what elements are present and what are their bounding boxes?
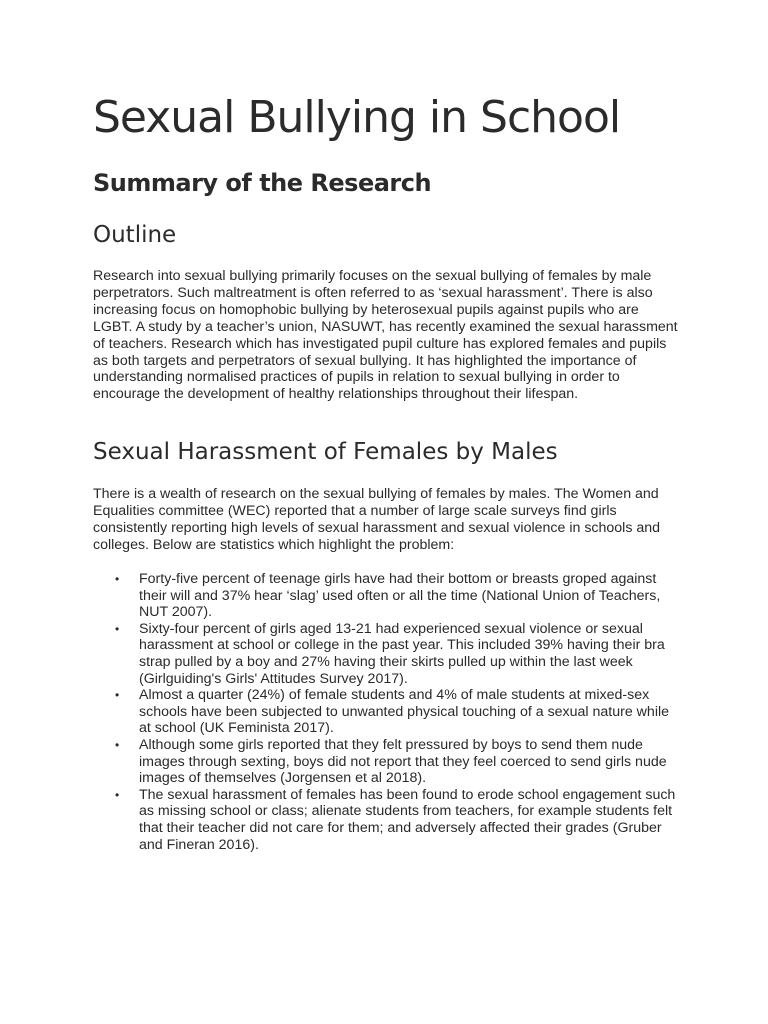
list-item xyxy=(93,687,678,737)
list-item xyxy=(93,737,678,787)
page-subtitle: Summary of the Research xyxy=(93,169,432,197)
list-item xyxy=(93,621,678,687)
bullet-icon: • xyxy=(115,688,120,703)
section-paragraph-outline: Research into sexual bullying primarily focuses on the sexual bullying of females by male perpetrators. Such maltreatment is often referred to as ‘sexual harassment’. There is also increasing focus on homophobic bullying by heterosexual pupils against pupils who are LGBT. A study by a teacher’s union, NASUWT, has recently examined the sexual harassment of teachers. Research which has investigated pupil culture has explored females and pupils as both targets and perpetrators of sexual bullying. It has highlighted the importance of understanding normalised practices of pupils in relation to sexual bullying in order to encourage the development of healthy relationships throughout their lifespan. xyxy=(93,268,678,403)
list-item-text: Although some girls reported that they felt pressured by boys to send them nude images through sexting, boys did not report that they feel coerced to send girls nude images of themselves (Jorgensen et al 2018). xyxy=(139,736,667,787)
bullet-icon: • xyxy=(115,787,120,802)
section-paragraph-harassment: There is a wealth of research on the sexual bullying of females by males. The Women and Equalities committee (WEC) reported that a number of large scale surveys find girls consistently reporting high levels of sexual harassment and sexual violence in schools and colleges. Below are statistics which highlight the problem: xyxy=(93,486,661,553)
list-item-text: Almost a quarter (24%) of female students and 4% of male students at mixed-sex schools have been subjected to unwanted physical touching of a sexual nature while at school (UK Feminista 2017). xyxy=(139,687,670,737)
list-item-text: The sexual harassment of females has been found to erode school engagement such as missing school or class; alienate students from teachers, for example students felt that their teacher did not care for them; and adversely affected their grades (Gruber and Fineran 2016). xyxy=(139,786,676,853)
list-item xyxy=(93,787,678,853)
list-item-text: Sixty-four percent of girls aged 13-21 had experienced sexual violence or sexual harassment at school or college in the past year. This included 39% having their bra strap pulled by a boy and 27% having their skirts pulled up within the last week (Girlguiding's Girls' Attitudes Survey 2017). xyxy=(139,620,665,687)
bullet-icon: • xyxy=(115,572,120,586)
bullet-icon: • xyxy=(115,737,120,752)
list-item-text: Forty-five percent of teenage girls have had their bottom or breasts groped against their will and 37% hear ‘slag’ used often or all the time (National Union of Teachers, NUT 2007). xyxy=(139,571,661,621)
page-title: Sexual Bullying in School xyxy=(93,92,621,143)
statistics-list xyxy=(93,571,678,853)
section-heading-harassment: Sexual Harassment of Females by Males xyxy=(93,439,558,465)
bullet-icon: • xyxy=(115,621,120,636)
section-heading-outline: Outline xyxy=(93,222,177,248)
list-item xyxy=(93,571,678,621)
